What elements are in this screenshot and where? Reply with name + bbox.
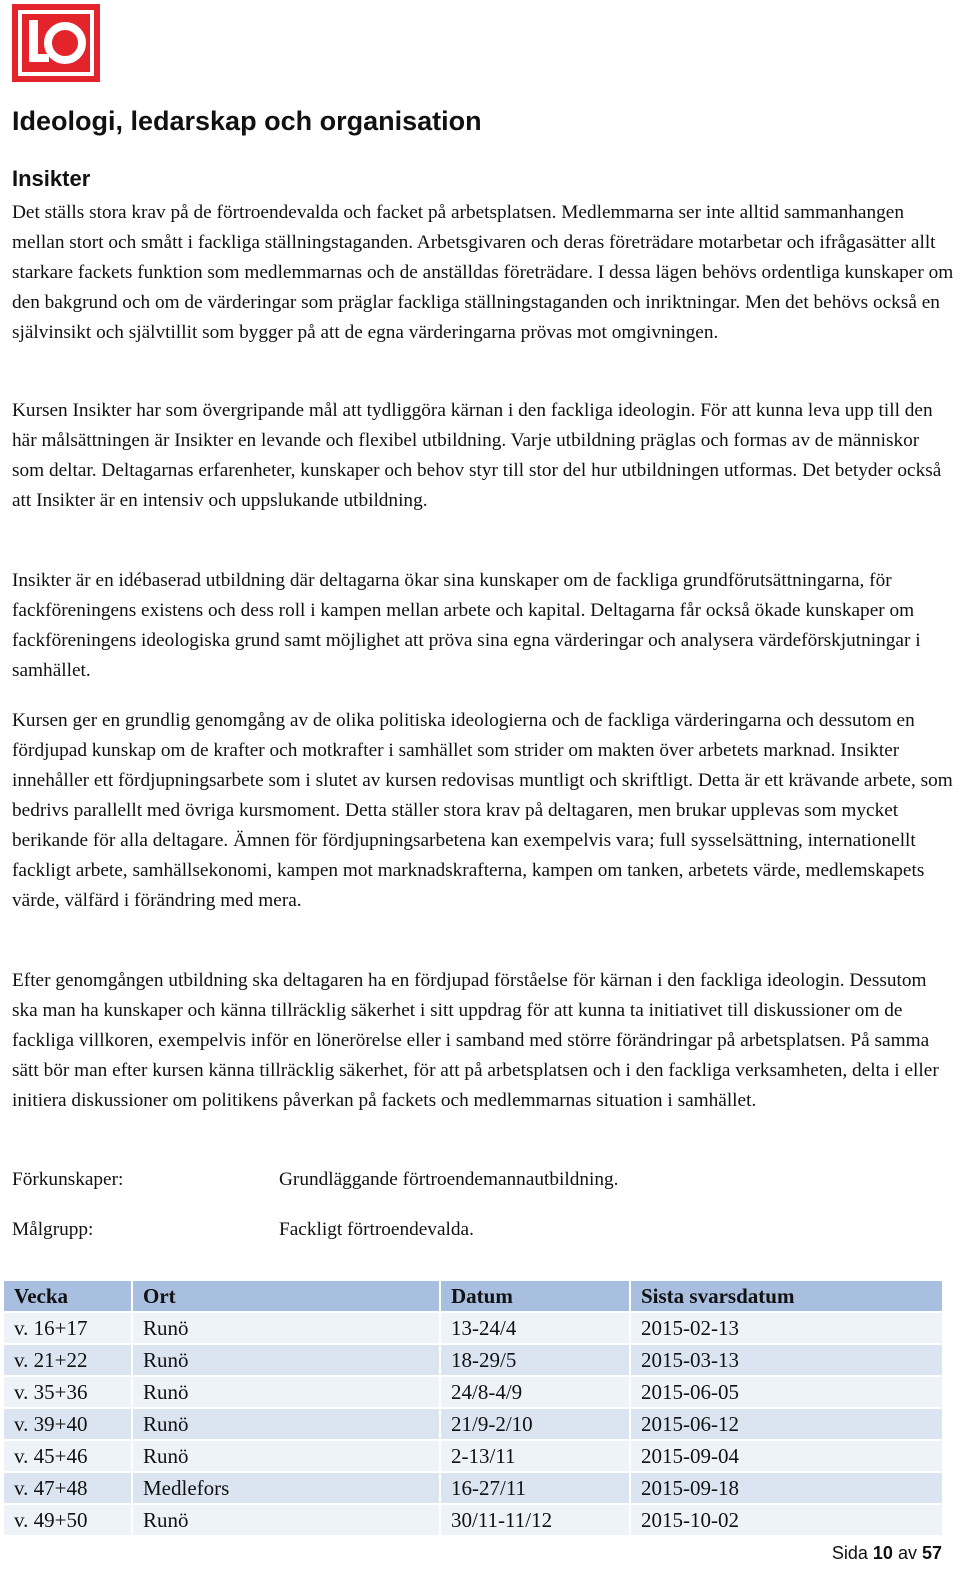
column-header-place: Ort [132, 1280, 440, 1312]
cell-week: v. 39+40 [3, 1408, 132, 1440]
table-row [3, 1504, 943, 1536]
page-title: Ideologi, ledarskap och organisation [12, 106, 482, 136]
table-row [3, 1376, 943, 1408]
cell-place: Runö [132, 1504, 440, 1536]
cell-deadline: 2015-02-13 [630, 1312, 943, 1344]
cell-deadline: 2015-09-18 [630, 1472, 943, 1504]
prerequisites [12, 1165, 618, 1195]
cell-place: Medlefors [132, 1472, 440, 1504]
cell-deadline: 2015-06-12 [630, 1408, 943, 1440]
cell-date: 21/9-2/10 [440, 1408, 630, 1440]
of-label: av [897, 1543, 917, 1563]
target-group-value: Fackligt förtroendevalda. [279, 1219, 474, 1240]
cell-week: v. 49+50 [3, 1504, 132, 1536]
cell-week: v. 45+46 [3, 1440, 132, 1472]
cell-date: 24/8-4/9 [440, 1376, 630, 1408]
column-header-week: Vecka [3, 1280, 132, 1312]
table-row [3, 1344, 943, 1376]
table-row [3, 1408, 943, 1440]
cell-week: v. 16+17 [3, 1312, 132, 1344]
page-label: Sida [831, 1543, 868, 1563]
cell-date: 30/11-11/12 [440, 1504, 630, 1536]
column-header-deadline: Sista svarsdatum [630, 1280, 943, 1312]
cell-place: Runö [132, 1344, 440, 1376]
schedule-table [2, 1279, 944, 1537]
cell-deadline: 2015-03-13 [630, 1344, 943, 1376]
prerequisites-label: Förkunskaper: [12, 1169, 124, 1190]
cell-week: v. 21+22 [3, 1344, 132, 1376]
total-pages: 57 [921, 1543, 942, 1563]
cell-date: 16-27/11 [440, 1472, 630, 1504]
cell-date: 2-13/11 [440, 1440, 630, 1472]
cell-date: 18-29/5 [440, 1344, 630, 1376]
table-header-row [3, 1280, 943, 1312]
cell-place: Runö [132, 1440, 440, 1472]
cell-place: Runö [132, 1408, 440, 1440]
content-paragraph: Insikter är en idébaserad utbildning där deltagarna ökar sina kunskaper om de fackliga grundförutsättningarna, för fackföreningens existens och dess roll i kampen mellan arbete och kapital. Deltagarna får också ökade kunskaper om fackföreningens ideologiska grund samt möjlighet att pröva sina egna värderingar och analysera värdeförskjutningar i samhället. [12, 570, 921, 681]
cell-place: Runö [132, 1312, 440, 1344]
cell-date: 13-24/4 [440, 1312, 630, 1344]
section-title: Insikter [12, 166, 91, 191]
current-page: 10 [872, 1543, 893, 1563]
prerequisites-value: Grundläggande förtroendemannautbildning. [279, 1169, 619, 1190]
target-group [12, 1215, 474, 1245]
page-number [832, 1543, 942, 1564]
intro-paragraph: Det ställs stora krav på de förtroendevalda och facket på arbetsplatsen. Medlemmarna ser inte alltid sammanhangen mellan stort och smått i fackliga ställningstaganden. Arbetsgivaren och deras företrädare motarbetar och ifrågasätter allt starkare fackets funktion som medlemmarnas och de anställdas företrädare. I dessa lägen behövs ordentliga kunskaper om den bakgrund och om de värderingar som präglar fackliga ställningstaganden och inriktningar. Men det behövs också en självinsikt och självtillit som bygger på att de egna värderingarna prövas mot omgivningen. [12, 202, 954, 343]
outcome-paragraph: Efter genomgången utbildning ska deltagaren ha en fördjupad förståelse för kärnan i den fackliga ideologin. Dessutom ska man ha kunskaper och känna tillräcklig säkerhet i sitt uppdrag för att kunna ta initiativet till diskussioner om de fackliga villkoren, exempelvis inför en lönerörelse eller i samband med större förändringar på arbetsplatsen. På samma sätt bör man efter kursen känna tillräcklig säkerhet, för att på arbetsplatsen och i den fackliga verksamheten, delta i eller initiera diskussioner om politikens påverkan på fackets och medlemmarnas situation i samhället. [12, 970, 939, 1111]
cell-week: v. 35+36 [3, 1376, 132, 1408]
cell-deadline: 2015-06-05 [630, 1376, 943, 1408]
goal-paragraph: Kursen Insikter har som övergripande mål att tydliggöra kärnan i den fackliga ideologin. För att kunna leva upp till den här målsättningen är Insikter en levande och flexibel utbildning. Varje utbildning präglas och formas av de människor som deltar. Deltagarnas erfarenheter, kunskaper och behov styr till stor del hur utbildningen utformas. Det betyder också att Insikter är en intensiv och uppslukande utbildning. [12, 400, 942, 511]
column-header-date: Datum [440, 1280, 630, 1312]
cell-place: Runö [132, 1376, 440, 1408]
cell-deadline: 2015-09-04 [630, 1440, 943, 1472]
lo-logo [12, 4, 100, 82]
cell-deadline: 2015-10-02 [630, 1504, 943, 1536]
table-row [3, 1312, 943, 1344]
target-group-label: Målgrupp: [12, 1219, 94, 1240]
cell-week: v. 47+48 [3, 1472, 132, 1504]
course-paragraph: Kursen ger en grundlig genomgång av de olika politiska ideologierna och de fackliga värderingarna och dessutom en fördjupad kunskap om de krafter och motkrafter i samhället som strider om makten över arbetets marknad. Insikter innehåller ett fördjupningsarbete som i slutet av kursen redovisas muntligt och skriftligt. Detta är ett krävande arbete, som bedrivs parallellt med övriga kursmoment. Detta ställer stora krav på deltagaren, men brukar upplevas som mycket berikande för alla deltagare. Ämnen för fördjupningsarbetena kan exempelvis vara; full sysselsättning, internationellt fackligt arbete, samhällsekonomi, kampen mot marknadskrafterna, kampen om tanken, arbetets värde, medlemskapets värde, välfärd i förändring med mera. [12, 710, 953, 911]
table-row [3, 1472, 943, 1504]
table-row [3, 1440, 943, 1472]
